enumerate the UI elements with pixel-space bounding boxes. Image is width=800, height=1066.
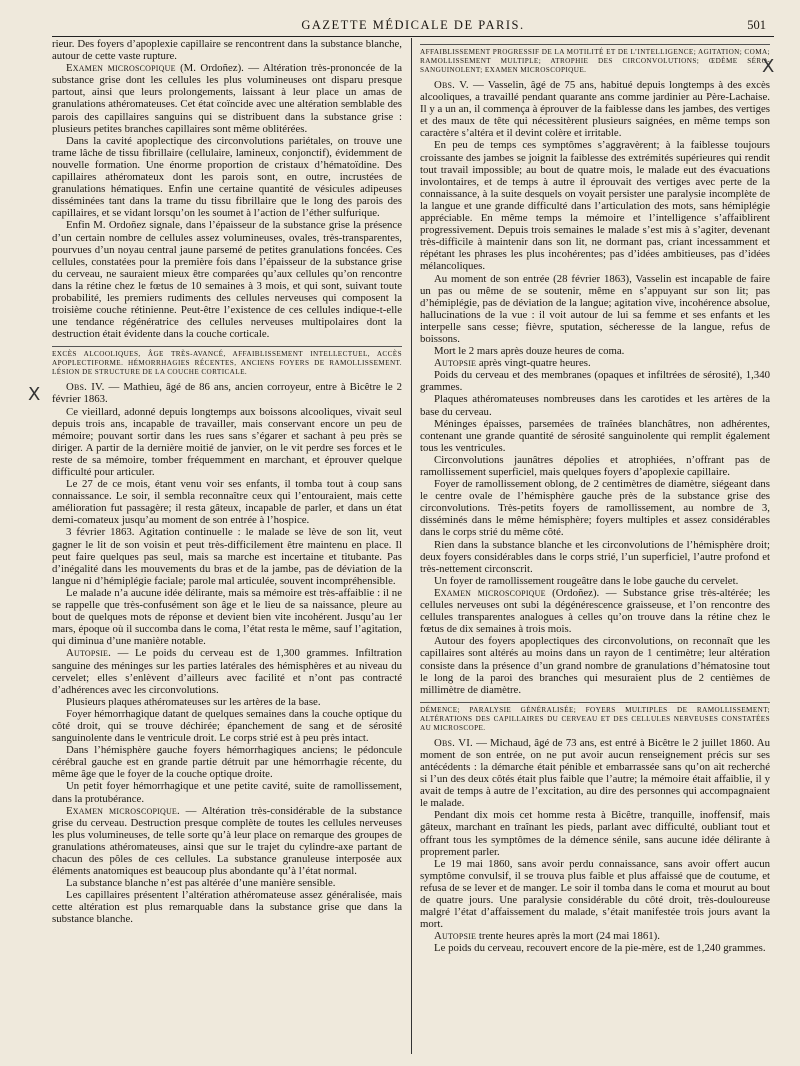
journal-title: GAZETTE MÉDICALE DE PARIS. [301, 18, 525, 32]
paragraph [420, 942, 770, 954]
paragraph [52, 587, 402, 647]
paragraph [52, 478, 402, 526]
paragraph-text: Rien dans la substance blanche et les circonvolutions de l’hémisphère droit; deux foyers considérables dans le corps strié, l’un superficiel, l’autre profond et très-nettement circonscrit. [420, 538, 770, 575]
paragraph-text: La substance blanche n’est pas altérée d’une manière sensible. [66, 877, 336, 890]
paragraph [420, 575, 770, 587]
paragraph [420, 478, 770, 538]
paragraph-text: (M. Ordoñez). — Altération très-prononcée de la substance grise dont les cellules les plus volumineuses ont disparu presque partout, ainsi que leurs prolongements, laissant à leur place un amas de granulations athéromateuses. Cet état coïncide avec une altération semblable des parois des capillaires sanguins qui se distribuent dans la substance grise : plusieurs petites branches capillaires sont même oblitérées. [52, 62, 402, 135]
paragraph-text: — Michaud, âgé de 73 ans, est entré à Bicêtre le 2 juillet 1860. Au moment de son entrée, on ne put avoir aucun renseignement précis sur ses antécédents : la démarche était pénible et embarrassée sans qu’on ait recherché si l’un des deux côtés était plus faible que l’autre; la mémoire était affaiblie, il y avait de temps à autre de l’excitation, au dire des personnes qui accompagnaient le malade. [420, 736, 770, 810]
paragraph-text: En peu de temps ces symptômes s’aggravèrent; à la faiblesse toujours croissante des jambes se joignit la faiblesse des extrémités supérieures qui rendit tout travail impossible; au bout de quatre mois, le malade eut des évacuations involontaires, et de temps à autre il éprouvait des vertiges avec perte de la connaissance, à la suite desquels on voyait persister une paralysie incomplète de la langue et une grande difficulté dans l’articulation des mots, sans hémiplégie appréciable. En même temps la mémoire et l’intelligence s’affaiblirent progressivement. Depuis trois semaines le malade s’est mis à s’agiter, devenant très-difficile à maintenir dans son lit, ne dormant pas, criant incessamment et répétant les phrases les plus incohérentes; pas d’idées ambitieuses, pas d’idées mélancoliques. [420, 139, 770, 273]
paragraph [420, 345, 770, 357]
section-heading: DÉMENCE; PARALYSIE GÉNÉRALISÉE; FOYERS MULTIPLES DE RAMOLLISSEMENT; ALTÉRATIONS DES CAPILLAIRES DU CERVEAU ET DES CELLULES NERVEUSES CONSTATÉES AU MICROSCOPE. [420, 702, 770, 733]
paragraph-text: Le poids du cerveau, recouvert encore de la pie-mère, est de 1,240 grammes. [434, 942, 766, 955]
paragraph [52, 526, 402, 586]
section-heading: EXCÈS ALCOOLIQUES, ÂGE TRÈS-AVANCÉ, AFFAIBLISSEMENT INTELLECTUEL, ACCÈS APOPLECTIFORME. HÉMORRHAGIES RÉCENTES, ANCIENS FOYERS DE RAMOLLISSEMENT. LÉSION DE STRUCTURE DE LA COUCHE CORTICALE. [52, 346, 402, 377]
paragraph-lead: Examen microscopique [66, 62, 176, 75]
paragraph [420, 369, 770, 393]
paragraph [420, 357, 770, 369]
paragraph [420, 454, 770, 478]
paragraph [420, 858, 770, 931]
paragraph-lead: Obs. V. [434, 79, 469, 91]
paragraph-text: Poids du cerveau et des membranes (opaques et infiltrées de sérosité), 1,340 grammes. [420, 369, 770, 394]
paragraph-text: — Vasselin, âgé de 75 ans, habitué depuis longtemps à des excès alcooliques, a travaillé pendant quarante ans comme jardinier au Père-Lachaise. Il y a un an, il commença à éprouver de la faiblesse dans les jambes, des vertiges et des maux de tête qui nécessitèrent plusieurs saignées, en même temps son caractère s’altéra et il devint colère et irritable. [420, 79, 770, 140]
page-header [52, 14, 774, 36]
paragraph [52, 406, 402, 479]
paragraph [420, 79, 770, 139]
paragraph [52, 780, 402, 804]
margin-mark-left: X [28, 384, 41, 405]
paragraph-text: Foyer hémorrhagique datant de quelques semaines dans la couche optique du côté droit, qui se trouve déchirée; épanchement de sang et de sérosité sanguinolente dans le ventricule droit. Le corps strié est à peu près intact. [52, 707, 402, 745]
paragraph-text: Un petit foyer hémorrhagique et une petite cavité, suite de ramollissement, dans la protubérance. [52, 780, 402, 805]
paragraph-text: Ce vieillard, adonné depuis longtemps aux boissons alcooliques, vivait seul depuis trois ans, incapable de travailler, mais conservant encore un peu de mémoire; pouvant sortir dans les rues sans s’égarer et sachant à peu près se diriger. A partir de la dernière moitié de janvier, on le vit perdre ses forces et le reste de sa mémoire, tomber fréquemment en marchant, et éprouver quelque difficulté pour articuler. [52, 405, 402, 478]
page-number: 501 [747, 18, 766, 32]
paragraph [52, 708, 402, 744]
paragraph-text: Plaques athéromateuses nombreuses dans les carotides et les artères de la base du cerveau. [420, 393, 770, 418]
paragraph-text: Pendant dix mois cet homme resta à Bicêtre, tranquille, inoffensif, mais gâteux, marchant en traînant les pieds, parlant avec difficulté, oubliant tout et offrant tous les symptômes de la démence sénile, sans aucune idée délirante à proprement parler. [420, 809, 770, 858]
paragraph-lead: Obs. IV. [66, 381, 105, 394]
paragraph [420, 587, 770, 635]
paragraph [52, 62, 402, 135]
paragraph-text: Mort le 2 mars après douze heures de coma. [434, 345, 625, 358]
paragraph [52, 889, 402, 925]
paragraph-text: Méninges épaisses, parsemées de traînées blanchâtres, non adhérentes, contenant une grande quantité de sérosité sanguinolente qui remplit également tous les ventricules. [420, 417, 770, 454]
paragraph [52, 647, 402, 695]
paragraph-lead: Examen microscopique. [66, 804, 180, 817]
newspaper-page [52, 14, 774, 1054]
paragraph [52, 696, 402, 708]
paragraph-lead: Obs. VI. [434, 736, 473, 749]
paragraph-text: Au moment de son entrée (28 février 1863), Vasselin est incapable de faire un pas ou même de se soutenir, même en s’appuyant sur son lit; pas d’hémiplégie, pas de déviation de la langue; agitation vive, incohérence absolue, hallucinations de la vue : il voit autour de lui sa femme et ses enfants et les interpelle sans cesse; fièvre, sputation, sécheresse de la langue, refus de boissons. [420, 272, 770, 345]
header-rule [52, 36, 774, 37]
paragraph-text: Autour des foyers apoplectiques des circonvolutions, on reconnaît que les capillaires sont altérés au moins dans un rayon de 1 centimètre; leur altération consiste dans la présence d’un grand nombre de granulations d’hématosine tout le long de la paroi des branches qui mesuraient plus de 2 centièmes de millimètre de diamètre. [420, 635, 770, 696]
paragraph-text: — Altération très-considérable de la substance grise du cerveau. Destruction presque complète de toutes les cellules nerveuses les plus volumineuses, de telle sorte qu’à leur place on remarque des groupes de granulations athéromateuses, ainsi que sur le trajet du cylindre-axe partant de chacun des pôles de ces cellules. La substance granuleuse interposée aux éléments anatomiques est beaucoup plus abondante qu’à l’état normal. [52, 804, 402, 878]
paragraph-text: Les capillaires présentent l’altération athéromateuse assez généralisée, mais cette altération est plus remarquable dans la substance grise que dans la substance blanche. [52, 889, 402, 926]
column-divider [411, 38, 412, 1054]
paragraph [420, 635, 770, 695]
paragraph-text: Dans la cavité apoplectique des circonvolutions pariétales, on trouve une trame lâche de tissu fibrillaire (cellulaire, lamineux, conjonctif), évidemment de nouvelle formation. Une énorme proportion de cristaux d’hématoïdine. Des capillaires athéromateux dont les parois sont, en outre, incrustées de granulations hématiques. Enfin une certaine quantité de vésicules adipeuses disséminées tant dans la trame du tissu fibrillaire que le long des parois des capillaires, et se vidant lorsqu’on les soumet à l’action de l’éther sulfurique. [52, 134, 402, 220]
paragraph [420, 139, 770, 272]
paragraph-text: trente heures après la mort (24 mai 1861). [476, 930, 660, 943]
paragraph [420, 273, 770, 346]
paragraph-text: (Ordoñez). — Substance grise très-altérée; les cellules nerveuses ont subi la dégénérescence graisseuse, et l’on rencontre des cellules transparentes analogues à celles qu’on trouve dans la rétine chez le fœtus de dix semaines à trois mois. [420, 586, 770, 636]
paragraph [52, 38, 402, 62]
paragraph-text: Le 27 de ce mois, étant venu voir ses enfants, il tomba tout à coup sans connaissance. Le soir, il sembla reconnaître ceux qui l’entouraient, mais cette amélioration fut passagère; il resta gâteux, incapable de parler, et dans un état demi-comateux jusqu’au moment de son entrée à l’hospice. [52, 478, 402, 527]
columns [52, 38, 774, 1054]
paragraph-text: Foyer de ramollissement oblong, de 2 centimètres de diamètre, siégeant dans le centre ovale de l’hémisphère gauche près de la substance grise des circonvolutions. Très-petits foyers de ramollissement, au nombre de 3, disséminés dans le même hémisphère; foyers multiples et assez considérables dans le corps strié du même côté. [420, 478, 770, 539]
paragraph [52, 805, 402, 878]
paragraph [52, 381, 402, 405]
paragraph [420, 809, 770, 857]
paragraph-text: rieur. Des foyers d’apoplexie capillaire se rencontrent dans la substance blanche, autour de cette vaste rupture. [52, 38, 402, 63]
paragraph-text: Circonvolutions jaunâtres dépolies et atrophiées, n’offrant pas de ramollissement superficiel, mais quelques foyers d’apoplexie capillaire. [420, 453, 770, 478]
paragraph [52, 744, 402, 780]
paragraph-text: Le 19 mai 1860, sans avoir perdu connaissance, sans avoir offert aucun symptôme convulsif, il se trouva plus faible et plus affaissé que de coutume, et refusa de se lever et de manger. Le soir il tomba dans le coma et mourut au bout de quatre jours. Une paralysie considérable du côté droit, très-douloureuse malgré l’état d’affaissement du malade, s’était manifestée trois jours avant la mort. [420, 857, 770, 931]
paragraph-text: Dans l’hémisphère gauche foyers hémorrhagiques anciens; le pédoncule cérébral gauche est en grande partie détruit par une hémorrhagie récente, du même âge que le foyer de la couche optique droite. [52, 744, 402, 781]
paragraph-text: Un foyer de ramollissement rougeâtre dans le lobe gauche du cervelet. [434, 574, 739, 587]
paragraph [52, 135, 402, 220]
paragraph [52, 219, 402, 340]
paragraph [52, 877, 402, 889]
paragraph [420, 539, 770, 575]
paragraph-text: après vingt-quatre heures. [476, 357, 591, 370]
right-column [420, 38, 770, 1054]
paragraph [420, 418, 770, 454]
paragraph-lead: Autopsie. [66, 647, 112, 660]
paragraph [420, 393, 770, 417]
section-heading: AFFAIBLISSEMENT PROGRESSIF DE LA MOTILITÉ ET DE L’INTELLIGENCE; AGITATION; COMA; RAMOLLISSEMENT MULTIPLE; ATROPHIE DES CIRCONVOLUTIONS; ŒDÈME SÉRO-SANGUINOLENT; EXAMEN MICROSCOPIQUE. [420, 44, 770, 75]
margin-mark-right: X [762, 56, 775, 77]
left-column [52, 38, 402, 1054]
paragraph-text: Le malade n’a aucune idée délirante, mais sa mémoire est très-affaiblie : il ne se rappelle que très-confusément son âge et le lieu de sa naissance, pleure au bout de quelques mots de réponse et devient bien vite incohérent. Jusqu’au 1er mars, époque où il succomba dans le coma, l’état resta le même, sauf l’agitation, qui diminua d’une manière notable. [52, 586, 402, 648]
paragraph [420, 737, 770, 810]
paragraph-lead: Examen microscopique [434, 586, 546, 599]
paragraph-lead: Autopsie [434, 357, 477, 370]
paragraph-text: Plusieurs plaques athéromateuses sur les artères de la base. [66, 695, 321, 708]
paragraph [420, 930, 770, 942]
paragraph-lead: Autopsie [434, 930, 477, 943]
paragraph-text: — Mathieu, âgé de 86 ans, ancien corroyeur, entre à Bicêtre le 2 février 1863. [52, 381, 402, 406]
paragraph-text: 3 février 1863. Agitation continuelle : le malade se lève de son lit, veut gagner le lit de son voisin et peut très-difficilement être maintenu en place. Il peut faire quelques pas seul, mais sa marche est incertaine et titubante. Pas d’inégalité dans les mouvements du bras et de la jambe, pas de déviation de la langue ni d’hémiplégie faciale; parole mal articulée, souvent incompréhensible. [52, 526, 402, 587]
paragraph-text: — Le poids du cerveau est de 1,300 grammes. Infiltration sanguine des méninges sur les parties latérales des hémisphères et au niveau du cervelet; elles s’enlèvent d’ailleurs avec facilité et n’ont pas contracté d’adhérences avec les circonvolutions. [52, 647, 402, 696]
paragraph-text: Enfin M. Ordoñez signale, dans l’épaisseur de la substance grise la présence d’un certain nombre de cellules assez volumineuses, ovales, très-transparentes, pourvues d’un noyau central jaune parsemé de petites granulations foncées. Ces cellules, constatées pour la première fois dans l’épaisseur de la substance grise du cerveau, ne sauraient mieux être comparées qu’aux cellules qu’on rencontre dans la rétine chez le fœtus de 10 semaines à 3 mois, et qui sont, suivant toute probabilité, les premiers rudiments des cellules nerveuses qui composent la troisième couche rétinienne. Peut-être l’existence de ces cellules indique-t-elle une tendance régénératrice des cellules nerveuses multipolaires dont la destruction était évidente dans la couche corticale. [52, 219, 402, 341]
